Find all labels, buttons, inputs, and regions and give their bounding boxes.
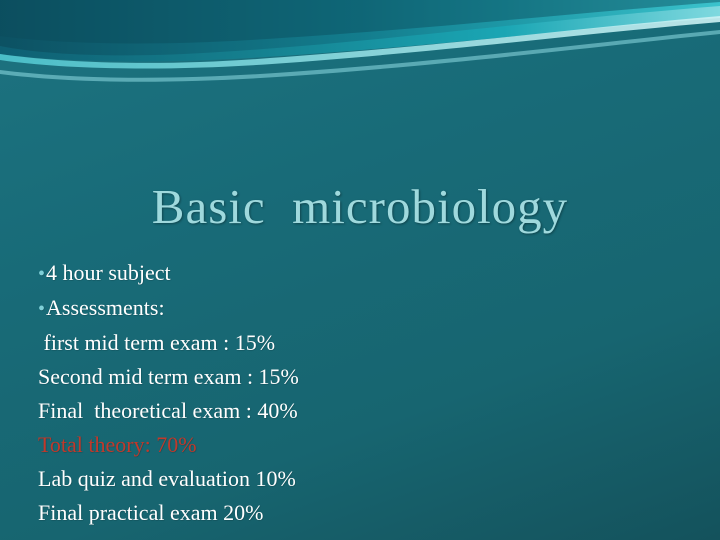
list-item (38, 496, 698, 530)
list-item-label: Final theoretical exam : 40% (38, 398, 298, 423)
list-item-label: Assessments: (46, 295, 165, 320)
list-item-label: Lab quiz and evaluation 10% (38, 466, 296, 491)
list-item-label: Total theory: 70% (38, 432, 197, 457)
content-list (38, 256, 698, 530)
decorative-wave-banner (0, 0, 720, 90)
list-item-label: Second mid term exam : 15% (38, 364, 299, 389)
list-item (38, 462, 698, 496)
list-item (38, 326, 698, 360)
list-item (38, 394, 698, 428)
list-item (38, 360, 698, 394)
list-item-label: 4 hour subject (46, 260, 171, 285)
list-item-label: Final practical exam 20% (38, 500, 264, 525)
list-item-label: first mid term exam : 15% (38, 330, 276, 355)
bullet-icon: • (38, 298, 46, 320)
list-item (38, 256, 698, 291)
bullet-icon: • (38, 263, 46, 285)
list-item-total-theory (38, 428, 698, 462)
list-item (38, 291, 698, 326)
page-title: Basic microbiology (151, 179, 569, 234)
